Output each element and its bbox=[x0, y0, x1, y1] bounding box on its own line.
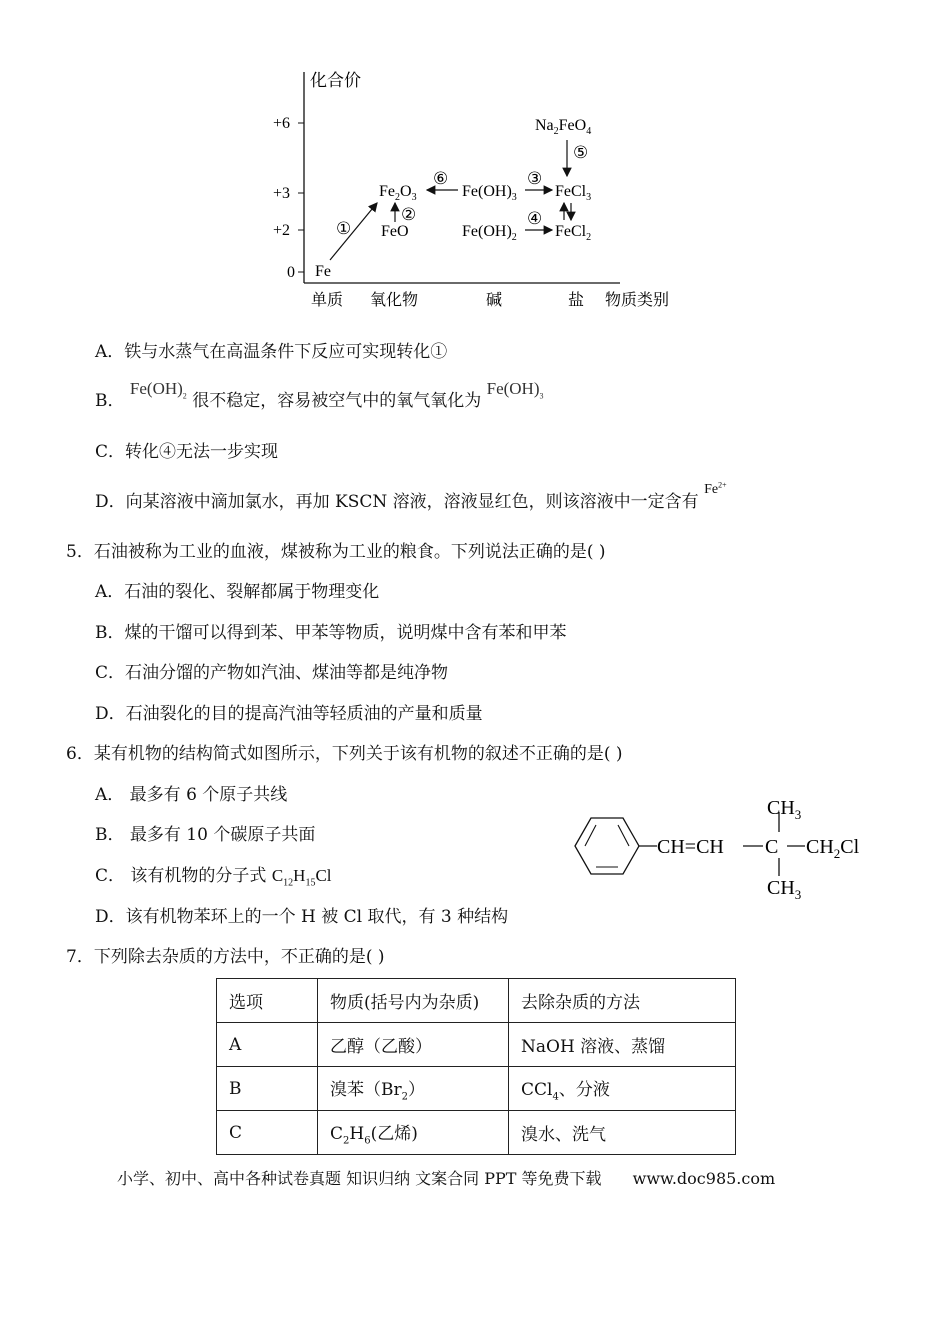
table-header-cell: 去除杂质的方法 bbox=[509, 979, 736, 1023]
species-feo: FeO bbox=[381, 223, 409, 240]
table-cell: A bbox=[217, 1023, 318, 1067]
organic-structure bbox=[565, 792, 885, 902]
q4-option-c: C．转化④无法一步实现 bbox=[95, 442, 279, 462]
footer-text: 小学、初中、高中各种试卷真题 知识归纳 文案合同 PPT 等免费下载 bbox=[117, 1169, 602, 1188]
q4-option-a: A．铁与水蒸气在高温条件下反应可实现转化① bbox=[95, 342, 448, 362]
species-fecl3: FeCl$_3$ bbox=[555, 183, 592, 203]
formula-fe-oh-3: $Fe(OH)_3$ bbox=[486, 379, 544, 401]
y-tick-label: 0 bbox=[287, 264, 295, 281]
step-label: ④ bbox=[527, 209, 543, 228]
table-cell: NaOH 溶液、蒸馏 bbox=[509, 1023, 736, 1067]
q4-option-b-text: 很不稳定，容易被空气中的氧气氧化为 bbox=[192, 391, 482, 411]
table-cell: CCl$_4$、分液 bbox=[509, 1067, 736, 1111]
x-category-label: 单质 bbox=[311, 292, 344, 309]
x-category-label: 氧化物 bbox=[370, 292, 419, 309]
table-cell: 溴苯$(Br_2)$ bbox=[318, 1067, 509, 1111]
x-category-label: 盐 bbox=[568, 292, 585, 309]
y-tick-label: +3 bbox=[273, 185, 291, 202]
step-label: ⑥ bbox=[433, 169, 449, 188]
q6-stem: 6．某有机物的结构简式如图所示，下列关于该有机物的叙述不正确的是( ) bbox=[66, 744, 623, 764]
y-axis-title: 化合价 bbox=[310, 71, 361, 90]
q5-stem: 5．石油被称为工业的血液，煤被称为工业的粮食。下列说法正确的是( ) bbox=[66, 542, 606, 562]
table-row bbox=[217, 1023, 736, 1067]
formula-fe-oh-2: $Fe(OH)_2$ bbox=[129, 379, 187, 401]
species-fecl2: FeCl$_2$ bbox=[555, 223, 592, 243]
table-header-row bbox=[217, 979, 736, 1023]
species-fe: Fe bbox=[315, 263, 331, 280]
q6-option-a: A． 最多有 6 个原子共线 bbox=[95, 785, 288, 805]
y-tick-label: +2 bbox=[273, 222, 291, 239]
table-cell: B bbox=[217, 1067, 318, 1111]
step-label: ① bbox=[336, 219, 352, 238]
table-cell: $C_2H_6$(乙烯) bbox=[318, 1111, 509, 1155]
q4-option-d-text: D．向某溶液中滴加氯水，再加 KSCN 溶液，溶液显红色，则该溶液中一定含有 bbox=[95, 492, 699, 512]
table-row bbox=[217, 1067, 736, 1111]
q5-option-c: C．石油分馏的产物如汽油、煤油等都是纯净物 bbox=[95, 663, 449, 683]
q6-option-b: B． 最多有 10 个碳原子共面 bbox=[95, 825, 316, 845]
page-footer bbox=[117, 1166, 775, 1189]
x-category-label: 碱 bbox=[486, 292, 503, 309]
q4-option-b-prefix: B． bbox=[95, 391, 125, 411]
species-na2feo4: $Na_2FeO_4$ bbox=[535, 117, 592, 137]
structure-center-carbon: C bbox=[765, 836, 779, 858]
step-label: ③ bbox=[527, 169, 543, 188]
q6-option-c-text: C． 该有机物的分子式 bbox=[95, 866, 272, 886]
table-header-cell: 选项 bbox=[217, 979, 318, 1023]
table-row bbox=[217, 1111, 736, 1155]
q4-option-d bbox=[95, 480, 727, 512]
step-label: ⑤ bbox=[573, 143, 589, 162]
species-fe2o3: $Fe_2O_3$ bbox=[379, 183, 417, 203]
q4-option-b bbox=[95, 379, 544, 412]
table-header-cell: 物质(括号内为杂质) bbox=[318, 979, 509, 1023]
impurity-table bbox=[216, 978, 736, 1155]
table-cell: 溴水、洗气 bbox=[509, 1111, 736, 1155]
species-feoh2: $Fe(OH)_2$ bbox=[462, 223, 517, 243]
footer-link[interactable]: www.doc985.com bbox=[632, 1169, 776, 1188]
step-label: ② bbox=[401, 205, 417, 224]
table-cell: 乙醇（乙酸） bbox=[318, 1023, 509, 1067]
structure-bottom-methyl: $CH_3$ bbox=[767, 877, 802, 902]
y-tick-label: +6 bbox=[273, 115, 291, 132]
q5-option-d: D．石油裂化的目的提高汽油等轻质油的产量和质量 bbox=[95, 704, 483, 724]
benzene-ring bbox=[575, 818, 639, 874]
q6-option-c bbox=[95, 861, 332, 888]
structure-chain: CH=CH bbox=[657, 836, 724, 858]
q5-option-a: A．石油的裂化、裂解都属于物理变化 bbox=[95, 582, 380, 602]
ion-fe2plus: Fe2+ bbox=[704, 480, 727, 497]
q6-option-d: D．该有机物苯环上的一个 H 被 Cl 取代，有 3 种结构 bbox=[95, 907, 509, 927]
iron-valence-diagram bbox=[0, 0, 950, 320]
x-category-label: 物质类别 bbox=[605, 292, 670, 309]
formula-c12h15cl: $C_{12}H_{15}Cl$ bbox=[271, 866, 332, 889]
q5-option-b: B．煤的干馏可以得到苯、甲苯等物质，说明煤中含有苯和甲苯 bbox=[95, 623, 567, 643]
structure-chloromethyl: $CH_2Cl$ bbox=[806, 836, 860, 861]
species-feoh3: $Fe(OH)_3$ bbox=[462, 183, 517, 203]
q7-stem: 7．下列除去杂质的方法中，不正确的是( ) bbox=[66, 947, 385, 967]
structure-top-methyl: $CH_3$ bbox=[767, 797, 802, 822]
table-cell: C bbox=[217, 1111, 318, 1155]
